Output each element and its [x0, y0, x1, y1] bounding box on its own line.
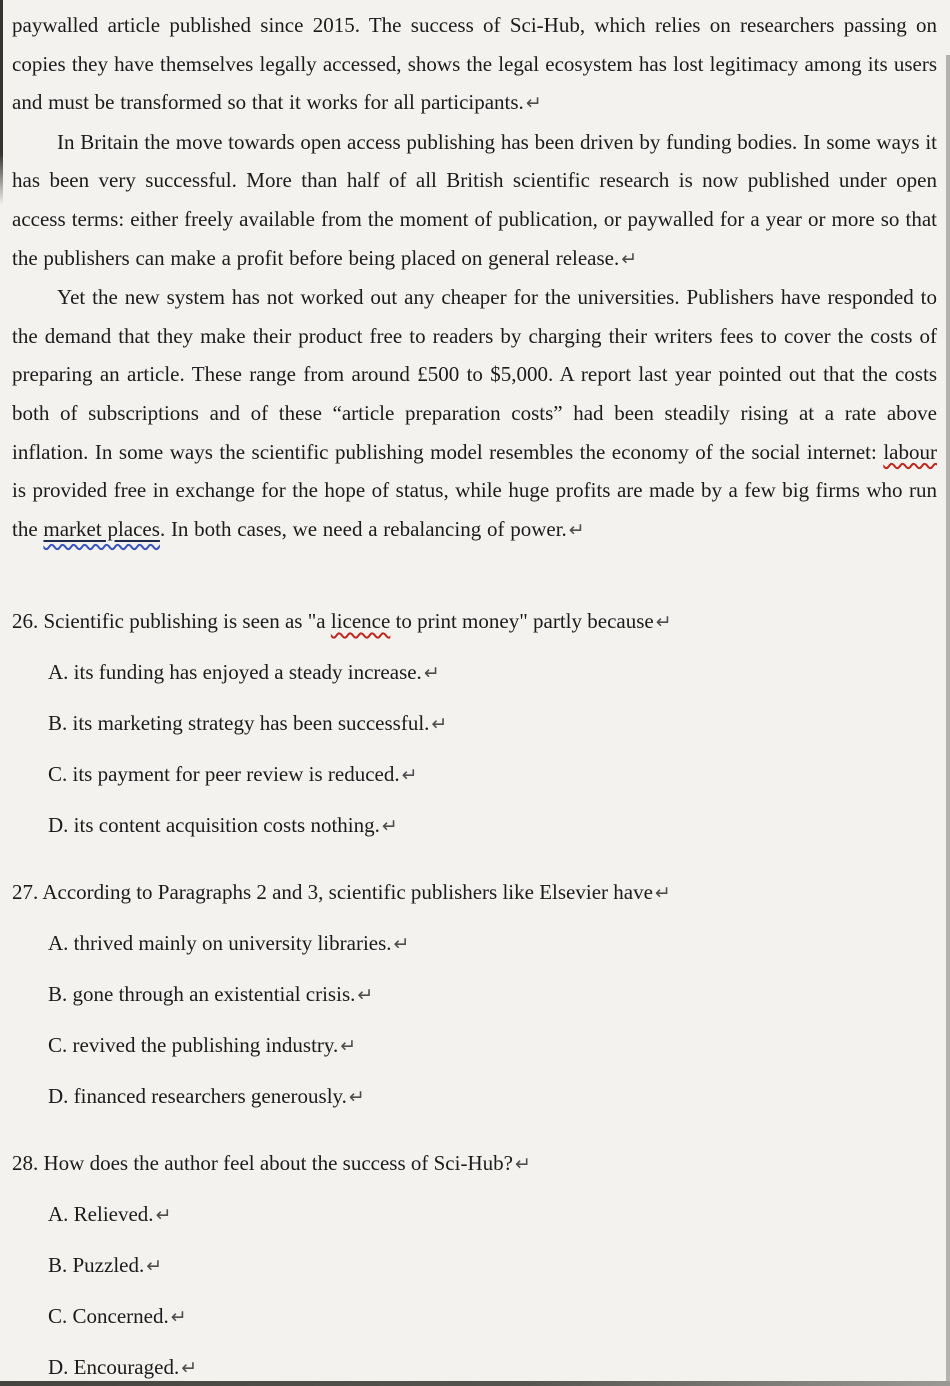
paragraph-text: . In both cases, we need a rebalancing of power. [159, 516, 567, 541]
option-text: D. Encouraged. [48, 1355, 180, 1379]
paragraph-mark: ↵ [431, 713, 448, 735]
paragraph-3 [12, 278, 937, 549]
paragraph-mark: ↵ [621, 247, 638, 270]
paragraph-mark: ↵ [423, 662, 440, 684]
paragraph-mark: ↵ [181, 1357, 198, 1379]
paragraph-mark: ↵ [340, 1035, 357, 1057]
grammar-underlined-phrase [43, 517, 160, 541]
paragraph-text: is provided free in exchange for the hope of status, while huge profits are made by a few big firms who run the [12, 478, 937, 541]
questions-section [12, 606, 937, 1383]
option-text: A. its funding has enjoyed a steady increase. [48, 660, 422, 684]
article-body [12, 6, 937, 586]
question-28-option-d [12, 1352, 937, 1383]
question-27-option-a [12, 928, 937, 959]
option-text: D. financed researchers generously. [48, 1084, 347, 1108]
paragraph-mark: ↵ [170, 1306, 187, 1328]
question-26-option-a [12, 657, 937, 688]
paragraph-text: In Britain the move towards open access publishing has been driven by funding bodies. In some ways it has been very successful. More than half of all British scientific research is now published under open access terms: either freely available from the moment of publication, or paywalled for a year or more so that the publishers can make a profit before being placed on general release. [12, 129, 937, 270]
scan-edge-bottom [0, 1381, 950, 1386]
option-text: C. its payment for peer review is reduced. [48, 762, 400, 786]
paragraph-mark: ↵ [655, 611, 672, 633]
question-26-option-b [12, 708, 937, 739]
question-26-option-c [12, 759, 937, 790]
question-28-option-a [12, 1199, 937, 1230]
paragraph-mark: ↵ [381, 815, 398, 837]
paragraph-mark: ↵ [348, 1086, 365, 1108]
question-26-stem [12, 606, 937, 637]
paragraph-mark: ↵ [514, 1153, 531, 1175]
paragraph-mark: ↵ [401, 764, 418, 786]
paragraph-mark: ↵ [357, 984, 374, 1006]
paragraph-mark: ↵ [393, 933, 410, 955]
question-text: to print money" partly because [390, 609, 654, 633]
paragraph-mark: ↵ [146, 1255, 163, 1277]
question-26-option-d [12, 810, 937, 841]
question-text: 28. How does the author feel about the success of Sci-Hub? [12, 1151, 513, 1175]
paragraph-mark: ↵ [525, 92, 542, 115]
question-27-option-b [12, 979, 937, 1010]
option-text: C. Concerned. [48, 1304, 169, 1328]
paragraph-text: paywalled article published since 2015. The success of Sci-Hub, which relies on researchers passing on copies they have themselves legally accessed, shows the legal ecosystem has lost legitimacy among its users and must be transformed so that it works for all participants. [12, 13, 937, 115]
question-28-stem [12, 1148, 937, 1179]
spell-error-word: labour [883, 439, 937, 464]
paragraph-mark: ↵ [568, 518, 585, 541]
question-27-stem [12, 877, 937, 908]
paragraph-text: Yet the new system has not worked out any cheaper for the universities. Publishers have responded to the demand that they make their product free to readers by charging their writers fees to cover the costs of preparing an article. These range from around £500 to $5,000. A report last year pointed out that the costs both of subscriptions and of these “article preparation costs” had been steadily rising at a rate above inflation. In some ways the scientific publishing model resembles the economy of the social internet: [12, 285, 937, 464]
question-28-option-c [12, 1301, 937, 1332]
question-28-option-b [12, 1250, 937, 1281]
option-text: B. Puzzled. [48, 1253, 145, 1277]
spell-error-word: licence [330, 609, 391, 633]
question-27-option-d [12, 1081, 937, 1112]
option-text: D. its content acquisition costs nothing. [48, 813, 380, 837]
option-text: B. gone through an existential crisis. [48, 982, 356, 1006]
paragraph-1 [12, 6, 937, 123]
option-text: A. thrived mainly on university libraries. [48, 931, 392, 955]
question-text: 26. Scientific publishing is seen as "a [12, 609, 331, 633]
question-text: 27. According to Paragraphs 2 and 3, scientific publishers like Elsevier have [12, 880, 653, 904]
grammar-underlined-phrase: market places [43, 516, 160, 541]
question-27-option-c [12, 1030, 937, 1061]
paragraph-mark: ↵ [654, 882, 671, 904]
option-text: A. Relieved. [48, 1202, 154, 1226]
scan-edge-left [0, 0, 3, 205]
paragraph-mark: ↵ [155, 1204, 172, 1226]
scan-edge-right [946, 55, 950, 1381]
option-text: B. its marketing strategy has been successful. [48, 711, 430, 735]
option-text: C. revived the publishing industry. [48, 1033, 339, 1057]
paragraph-2 [12, 123, 937, 278]
